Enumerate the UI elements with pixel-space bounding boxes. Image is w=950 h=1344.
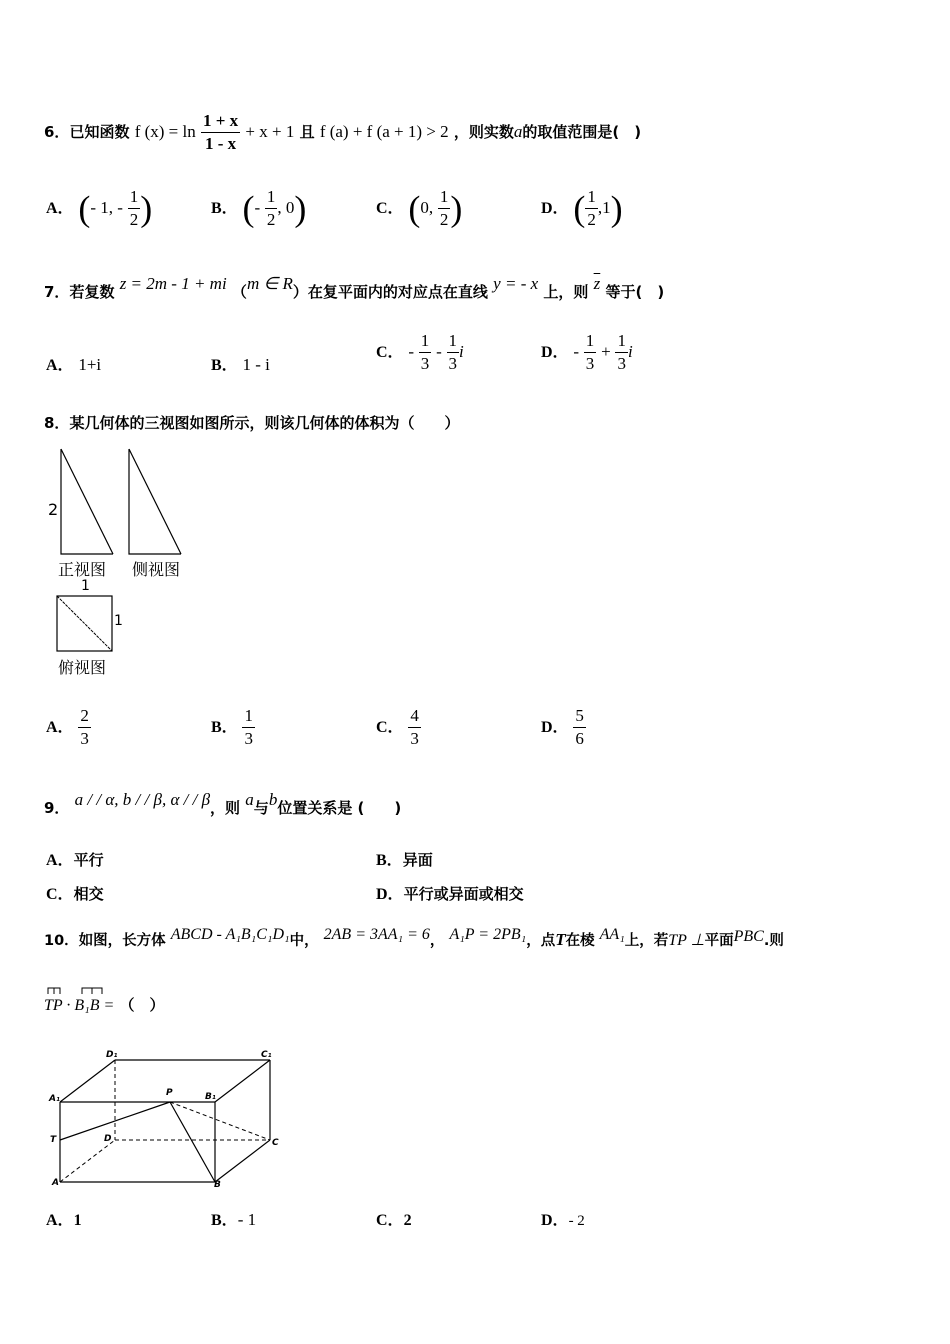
label-b1: B₁: [205, 1092, 216, 1102]
top-view-depth-label: 1: [114, 613, 123, 629]
q7-text4: 上，则: [543, 283, 589, 301]
q10-text1: 如图，长方体: [78, 933, 166, 949]
option-label: C．: [376, 344, 404, 361]
q9-condition: a / / α, b / / β, α / / β: [74, 790, 211, 809]
q8-option-c[interactable]: [376, 705, 421, 750]
q9-option-b[interactable]: [376, 847, 433, 870]
q10-text5: 在棱: [565, 933, 595, 949]
q6-condition: f (a) + f (a + 1) > 2: [319, 122, 449, 141]
label-d: D: [104, 1134, 112, 1144]
option-fraction: $\frac{1}{3}$: [420, 331, 430, 373]
option-label: A．: [46, 719, 74, 736]
option-left: 0,: [420, 198, 434, 217]
q7-option-d[interactable]: [541, 330, 633, 375]
segment-pb: [170, 1102, 215, 1182]
q9-text2: 与: [253, 799, 269, 817]
q7-domain: m ∈ R: [246, 274, 293, 293]
label-t: T: [50, 1135, 57, 1145]
q10-text6: 上，若: [624, 933, 669, 949]
question-7: [44, 274, 664, 302]
option-value: 1+i: [78, 355, 102, 374]
option-value: 异面: [402, 851, 433, 869]
option-value: - 2: [568, 1213, 585, 1229]
option-value: - 1: [237, 1210, 257, 1229]
option-fraction: $\frac{1}{3}$: [448, 331, 458, 373]
q10-box: ABCD - A₁B₁C₁D₁: [170, 926, 290, 943]
q9-option-c[interactable]: [46, 881, 104, 904]
option-fraction: $\frac{2}{3}$: [80, 706, 89, 748]
label-a: A: [52, 1178, 59, 1188]
option-i: i: [627, 342, 633, 361]
q9-text1: ，则: [210, 799, 241, 817]
option-label: B．: [211, 1212, 238, 1229]
q10-text9: （ ）: [119, 996, 165, 1014]
segment-pc: [170, 1102, 270, 1140]
option-fraction: $\frac{1}{2}$: [129, 187, 139, 229]
question-10: [44, 926, 784, 950]
side-view-caption: 侧视图: [132, 560, 181, 579]
question-6: [44, 110, 641, 155]
q7-number: 7．: [44, 283, 70, 301]
q9-b: b: [268, 790, 278, 809]
option-value: 2: [403, 1212, 412, 1229]
option-i: i: [459, 342, 464, 361]
q10-text4: ，点: [526, 933, 556, 949]
q6-text4: 的取值范围是( ): [522, 123, 642, 141]
option-right: , 0: [277, 198, 295, 217]
q7-text3: ）在复平面内的对应点在直线: [292, 283, 488, 301]
q10-dot-product: TP · B₁B =: [44, 997, 115, 1014]
q10-eq2: A₁P = 2PB₁: [449, 926, 527, 943]
option-label: B．: [376, 852, 403, 869]
q6-func-den: 1 - x: [204, 134, 237, 153]
q6-var: a: [513, 122, 523, 141]
top-view-diagonal: [57, 596, 112, 651]
option-label: A．: [46, 200, 74, 217]
option-fraction: $\frac{5}{6}$: [575, 706, 584, 748]
q7-option-c[interactable]: [376, 330, 464, 375]
q10-option-a[interactable]: [46, 1207, 82, 1230]
q10-option-d[interactable]: [541, 1207, 585, 1230]
option-value: 相交: [73, 885, 104, 903]
option-fraction: $\frac{1}{2}$: [439, 187, 449, 229]
option-sign: +: [601, 342, 611, 361]
q6-option-d[interactable]: D． ( $\frac{1}{2}$ ,1): [541, 187, 623, 229]
option-label: D．: [541, 719, 569, 736]
front-view-caption: 正视图: [58, 560, 107, 579]
q9-option-a[interactable]: [46, 847, 104, 870]
option-fraction: $\frac{1}{2}$: [266, 187, 276, 229]
option-label: C．: [376, 1212, 404, 1229]
q10-edge: AA₁: [599, 926, 625, 943]
q10-text2: 中，: [289, 933, 319, 949]
option-label: C．: [376, 200, 404, 217]
question-10-line2: [44, 994, 165, 1015]
q7-option-a[interactable]: [46, 352, 101, 375]
q10-option-b[interactable]: [211, 1207, 256, 1230]
front-view-height-label: 2: [48, 500, 59, 519]
q10-text7: 平面: [704, 933, 734, 949]
q6-number: 6．: [44, 123, 70, 141]
segment-tp: [60, 1102, 170, 1140]
option-fraction: $\frac{1}{3}$: [585, 331, 595, 373]
q7-expr: z = 2m - 1 + mi: [119, 274, 227, 293]
label-p: P: [166, 1088, 173, 1098]
q6-func-tail: + x + 1: [245, 122, 295, 141]
option-left: - 1, -: [90, 198, 123, 217]
label-c1: C₁: [261, 1050, 272, 1060]
side-view-hypotenuse: [129, 449, 181, 554]
top-view-width-label: 1: [81, 578, 90, 594]
vector-arrows: [46, 986, 126, 996]
q6-option-c[interactable]: C． (0, $\frac{1}{2}$ ): [376, 187, 463, 229]
q7-text2: （: [231, 283, 247, 301]
q6-option-a[interactable]: A． (- 1, - $\frac{1}{2}$ ): [46, 187, 153, 229]
q8-number: 8．: [44, 414, 70, 432]
option-sign: -: [436, 342, 442, 361]
label-c: C: [272, 1138, 279, 1148]
q10-point-t: T: [555, 930, 566, 949]
option-label: C．: [46, 886, 74, 903]
cuboid-figure: [40, 1048, 290, 1198]
q8-text: 某几何体的三视图如图所示，则该几何体的体积为（ ）: [69, 414, 460, 432]
edge-a1d1: [60, 1060, 115, 1102]
option-label: D．: [376, 886, 404, 903]
q7-line: y = - x: [493, 274, 539, 293]
q6-func-num: 1 + x: [201, 110, 240, 133]
q7-option-b[interactable]: [211, 352, 270, 375]
option-label: B．: [211, 719, 238, 736]
option-value: 1 - i: [242, 355, 270, 374]
question-8: [44, 412, 459, 433]
option-label: D．: [541, 1212, 569, 1229]
option-value: 1: [73, 1212, 82, 1229]
option-sign: -: [573, 342, 580, 361]
option-label: B．: [211, 357, 238, 374]
q10-text3: ，: [429, 933, 445, 949]
front-view-hypotenuse: [61, 449, 113, 554]
question-9: [44, 790, 401, 818]
q9-text3: 位置关系是 ( ): [277, 799, 402, 817]
q6-func-fraction: [201, 110, 240, 155]
label-d1: D₁: [106, 1050, 118, 1060]
q7-zbar: $\overline{z}$: [593, 274, 601, 293]
q6-text3: ，则实数: [453, 123, 514, 141]
edge-b1c1: [215, 1060, 270, 1102]
option-label: A．: [46, 1212, 74, 1229]
option-value: 平行或异面或相交: [403, 885, 524, 903]
option-sign: -: [408, 342, 415, 361]
q8-option-a[interactable]: [46, 705, 91, 750]
option-label: A．: [46, 357, 74, 374]
label-b: B: [214, 1180, 221, 1190]
q10-number: 10．: [44, 933, 79, 949]
option-label: C．: [376, 719, 404, 736]
vector-arrow-b1b-icon: [82, 988, 102, 994]
q9-number: 9．: [44, 799, 70, 817]
option-left: -: [254, 198, 261, 217]
q9-a: a: [245, 790, 254, 809]
vector-arrow-tp-icon: [48, 988, 60, 994]
option-label: A．: [46, 852, 74, 869]
q9-option-d[interactable]: [376, 881, 524, 904]
q6-text2: 且: [299, 123, 315, 141]
q10-text8: .则: [763, 933, 784, 949]
edge-ad: [60, 1140, 115, 1182]
option-fraction: $\frac{1}{2}$: [587, 187, 596, 229]
q6-text1: 已知函数: [69, 123, 130, 141]
q7-text1: 若复数: [69, 283, 115, 301]
q7-text5: 等于( ): [605, 283, 665, 301]
q6-option-b[interactable]: B． (- $\frac{1}{2}$ , 0): [211, 187, 307, 229]
edge-bc: [215, 1140, 270, 1182]
option-right: ,1: [597, 198, 611, 217]
q8-option-d[interactable]: [541, 705, 586, 750]
q8-option-b[interactable]: [211, 705, 255, 750]
q10-eq1: 2AB = 3AA₁ = 6: [323, 926, 430, 943]
option-fraction: $\frac{4}{3}$: [410, 706, 419, 748]
option-label: B．: [211, 200, 238, 217]
option-label: D．: [541, 344, 569, 361]
option-fraction: $\frac{1}{3}$: [617, 331, 626, 373]
option-label: D．: [541, 200, 569, 217]
option-value: 平行: [73, 851, 104, 869]
q6-func-lhs: f (x) = ln: [134, 122, 196, 141]
label-a1: A₁: [49, 1094, 60, 1104]
q10-plane: PBC: [733, 928, 764, 945]
option-fraction: $\frac{1}{3}$: [244, 706, 253, 748]
q10-perp: TP ⊥: [668, 932, 705, 949]
top-view-caption: 俯视图: [58, 658, 107, 677]
q10-option-c[interactable]: [376, 1207, 412, 1230]
